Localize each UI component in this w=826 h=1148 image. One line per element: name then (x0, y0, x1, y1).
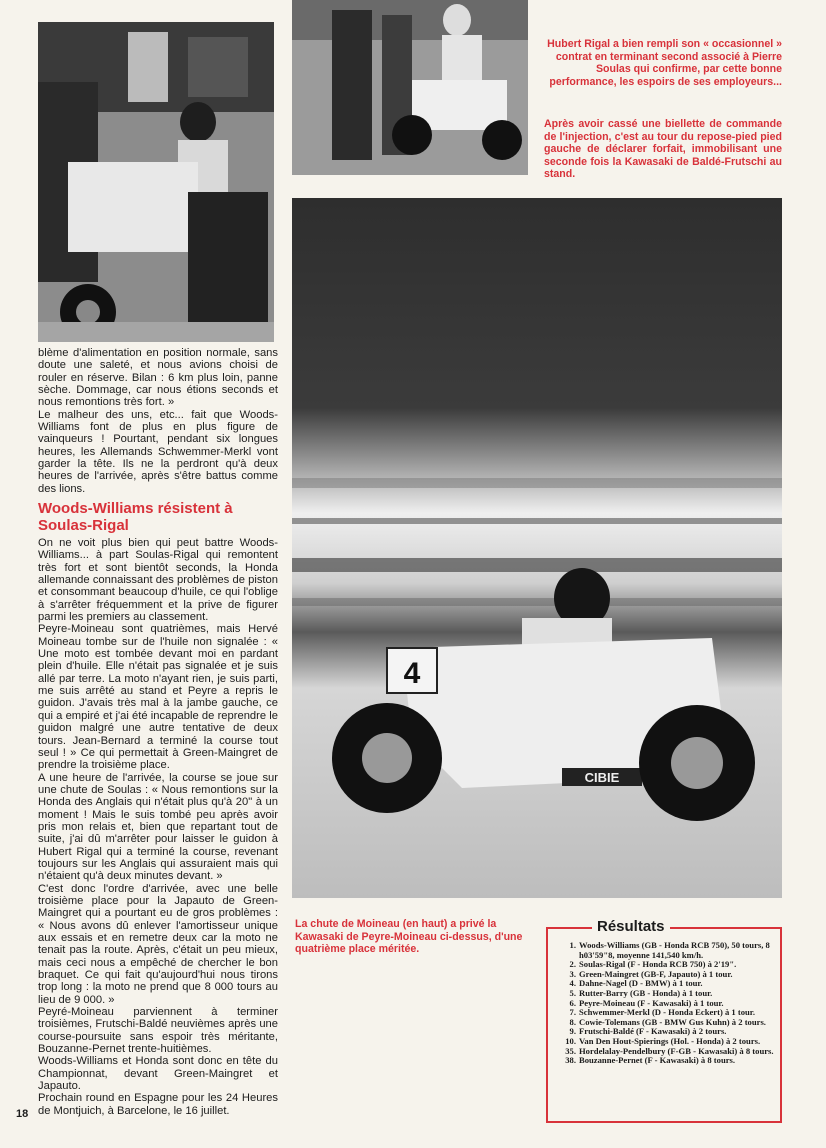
page-number: 18 (16, 1108, 29, 1120)
result-position: 10. (565, 1035, 576, 1046)
result-position: 5. (569, 987, 576, 998)
result-text: Soulas-Rigal (F - Honda RCB 750) à 2'19". (579, 959, 737, 970)
article-paragraph: C'est donc l'ordre d'arrivée, avec une belle troisième place pour la Japauto de Green-Maingret qui a pourtant eu de gros problèmes : « Nous avons dû enlever l'amortisseur unique aux essais et en remetre deux car la moto ne tenait pas la route. Après, c'était un peu mieux, mais ceci nous a empêché de chercher le bon braquet. Ce qui fait qu'aujourd'hui nous tirons trop long : la moto ne prend que 8 000 tours au lieu de 9 000. » (38, 882, 278, 1006)
result-position: 7. (569, 1007, 576, 1018)
result-text: Cowie-Tolemans (GB - BMW Gus Kuhn) à 2 tours. (579, 1016, 766, 1027)
article-paragraph: blème d'alimentation en position normale, sans doute une saleté, et nous avions choisi de rouler en réserve. Bilan : 6 km plus loin, panne sèche. Dommage, car nous étions seconds et nous remontions très fort. » (38, 347, 278, 409)
result-position: 1. (569, 940, 576, 950)
caption-rigal: Hubert Rigal a bien rempli son « occasionnel » contrat en terminant second associé à Pierre Soulas qui confirme, par cette bonne performance, les espoirs de ses employeurs... (547, 38, 782, 88)
result-text: Van Den Hout-Spierings (Hol. - Honda) à 2 tours. (579, 1035, 761, 1046)
article-paragraph: Peyré-Moineau parviennent à terminer troisièmes, Frutschi-Baldé neuvièmes après une course-poursuite sans espoir très méritante, Bouzanne-Pernet trente-huitièmes. (38, 1006, 278, 1056)
article-column-bottom (38, 537, 278, 1117)
result-position: 35. (565, 1045, 576, 1056)
results-list (548, 929, 780, 1066)
result-position: 9. (569, 1026, 576, 1037)
article-paragraph: Peyre-Moineau sont quatrièmes, mais Hervé Moineau tombe sur de l'huile non signalée : « Une moto est tombée devant moi en pardant plein d'huile. Elle n'était pas signalée et je suis allé par terre. La moto n'ayant rien, je suis parti, me suis arrêté au stand et Peyre a repris le guidon. J'avais très mal à la jambe gauche, ce qui a empiré et j'ai été incapable de reprendre le guidon malgré une autre tentative de deux tours. Jean-Bernard a terminé la course tout seul ! » Ce qui permettait à Green-Maingret de prendre la troisième place. (38, 623, 278, 772)
pit-stand-photo (38, 22, 274, 342)
results-title: Résultats (592, 918, 670, 935)
article-paragraph: A une heure de l'arrivée, la course se joue sur une chute de Soulas : « Nous remontions sur la Honda des Anglais qui n'était plus qu'à 20" à un moment ! Mais le suis tombé peu après avoir pris mon relais et, bien que repartant tout de suite, j'ai dû m'arrêter pour laisser le guidon à Hubert Rigal qui a terminé la course, revenant toujours sur les Anglais qui assuraient mais qui n'étaient qu'à deux minutes devant. » (38, 771, 278, 883)
result-position: 4. (569, 978, 576, 989)
result-position: 3. (569, 968, 576, 979)
article-subheading: Woods-Williams résistent à Soulas-Rigal (38, 500, 233, 534)
article-paragraph: Le malheur des uns, etc... fait que Woods-Williams font de plus en plus figure de vainqueurs ! Pourtant, pendant six longues heures, les Allemands Schwemmer-Merkl vont garder la tête. Ils ne la perdront qu'à deux heures de l'arrivée, après s'être battus comme des lions. (38, 408, 278, 495)
sponsor-label: CIBIE (584, 770, 620, 785)
result-text: Peyre-Moineau (F - Kawasaki) à 1 tour. (579, 997, 724, 1008)
result-text: Bouzanne-Pernet (F - Kawasaki) à 8 tours. (579, 1055, 736, 1066)
rider-walking-photo (292, 0, 528, 175)
result-text: Woods-Williams (GB - Honda RCB 750), 50 tours, 8 h03'59"8, moyenne 141,540 km/h. (579, 940, 770, 960)
result-item (554, 941, 774, 960)
result-position: 38. (565, 1055, 576, 1066)
article-paragraph: On ne voit plus bien qui peut battre Woods-Williams... à part Soulas-Rigal qui remontent très fort et sont bientôt seconds, la Honda allemande connaissant des problèmes de piston et consommant beaucoup d'huile, ce qui l'oblige à s'arrêter fréquemment et la prive de figurer parmi les premiers au classement. (38, 537, 278, 624)
article-paragraph: Woods-Williams et Honda sont donc en tête du Championnat, devant Green-Maingret et Japauto. (38, 1055, 278, 1093)
bike-number: 4 (403, 657, 421, 690)
result-position: 6. (569, 997, 576, 1008)
result-position: 8. (569, 1016, 576, 1027)
result-text: Rutter-Barry (GB - Honda) à 1 tour. (579, 987, 713, 998)
article-paragraph: Prochain round en Espagne pour les 24 Heures de Montjuich, à Barcelone, le 16 juillet. (38, 1092, 278, 1117)
caption-moineau: La chute de Moineau (en haut) a privé la Kawasaki de Peyre-Moineau ci-dessus, d'une quatrième place méritée. (295, 918, 523, 956)
racing-motorcycle-photo (292, 198, 782, 898)
results-box (546, 918, 782, 1123)
result-position: 2. (569, 959, 576, 970)
caption-balde-frutschi: Après avoir cassé une biellette de commande de l'injection, c'est au tour du repose-pied pied gauche de déclarer forfait, immobilisant une seconde fois la Kawasaki de Baldé-Frutschi au stand. (544, 118, 782, 181)
result-text: Green-Maingret (GB-F, Japauto) à 1 tour. (579, 968, 733, 979)
result-item (554, 1056, 774, 1066)
result-text: Schwemmer-Merkl (D - Honda Eckert) à 1 tour. (579, 1007, 755, 1018)
result-text: Frutschi-Baldé (F - Kawasaki) à 2 tours. (579, 1026, 727, 1037)
article-column-top (38, 347, 278, 495)
result-text: Dahne-Nagel (D - BMW) à 1 tour. (579, 978, 703, 989)
result-text: Hordelalay-Pendelbury (F-GB - Kawasaki) à 8 tours. (579, 1045, 774, 1056)
